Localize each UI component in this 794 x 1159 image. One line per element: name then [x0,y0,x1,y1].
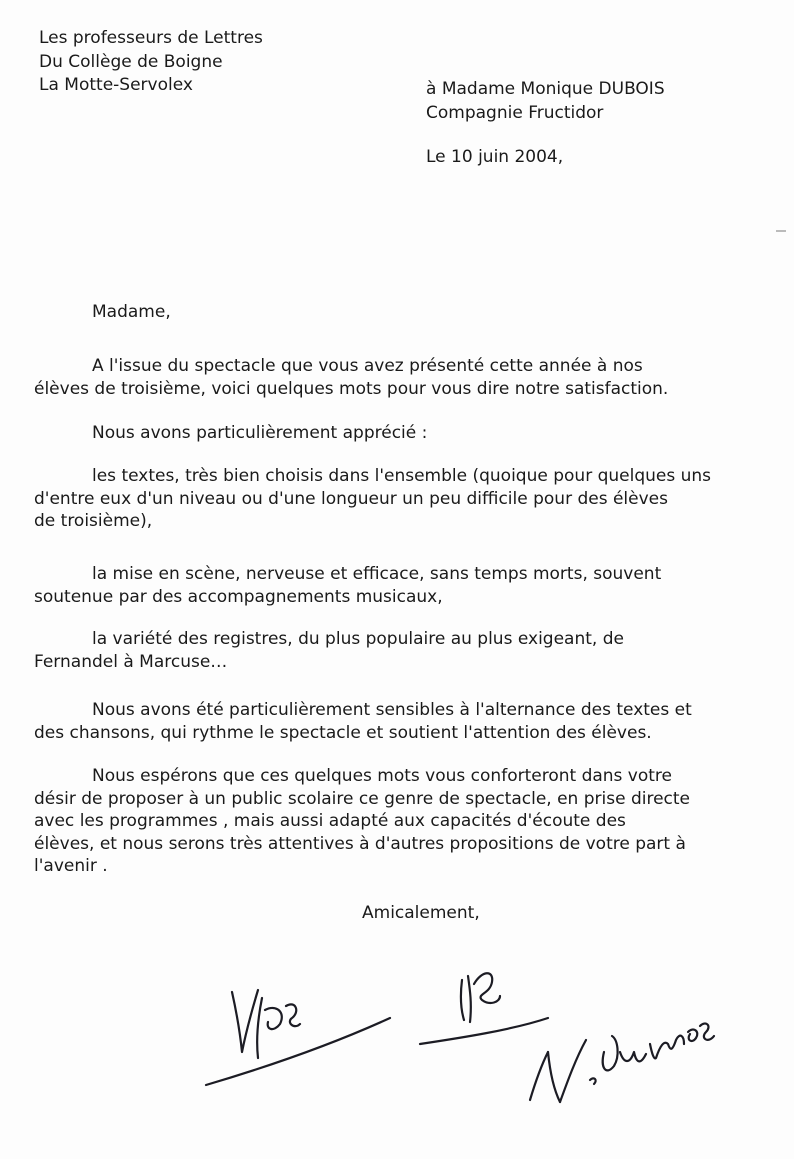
body-paragraph-6: Nous avons été particulièrement sensibles à l'alternance des textes et des chansons, qui rythme le spectacle et soutient l'attention des élèves. [34,700,692,743]
salutation: Madame, [92,302,171,322]
signature-ink-group [206,973,714,1102]
closing: Amicalement, [362,903,480,923]
body-paragraph-7: Nous espérons que ces quelques mots vous conforteront dans votre désir de proposer à un public scolaire ce genre de spectacle, en prise directe avec les programmes , mais aussi adapté aux capacités d'écoute des élèves, et nous serons très attentives à d'autres propositions de votre part à l'avenir . [34,766,691,876]
sender-line-2: Du Collège de Boigne [39,51,223,72]
recipient-address [426,78,665,125]
letter-date: Le 10 juin 2004, [426,147,564,167]
recipient-line-1: à Madame Monique DUBOIS [426,79,665,99]
recipient-line-2: Compagnie Fructidor [426,102,604,123]
body-paragraph-5: la variété des registres, du plus populaire au plus exigeant, de Fernandel à Marcuse… [34,629,624,672]
signatures-area [0,940,794,1159]
body-paragraph-3: les textes, très bien choisis dans l'ensemble (quoique pour quelques uns d'entre eux d'un niveau ou d'une longueur un peu difficile pour des élèves de troisième), [34,466,712,531]
signature-1 [206,990,390,1085]
body-paragraph-2: Nous avons particulièrement apprécié : [92,423,428,443]
sender-line-1: Les professeurs de Lettres [39,28,263,48]
signature-2 [420,973,548,1044]
sender-address [39,27,263,98]
body-paragraph-1: A l'issue du spectacle que vous avez présenté cette année à nos élèves de troisième, voici quelques mots pour vous dire notre satisfaction. [34,356,669,399]
sender-line-3: La Motte-Servolex [39,75,193,95]
body-paragraph-4: la mise en scène, nerveuse et efficace, sans temps morts, souvent soutenue par des accompagnements musicaux, [34,564,662,607]
scan-mark [776,230,786,232]
signature-3 [530,1024,714,1102]
